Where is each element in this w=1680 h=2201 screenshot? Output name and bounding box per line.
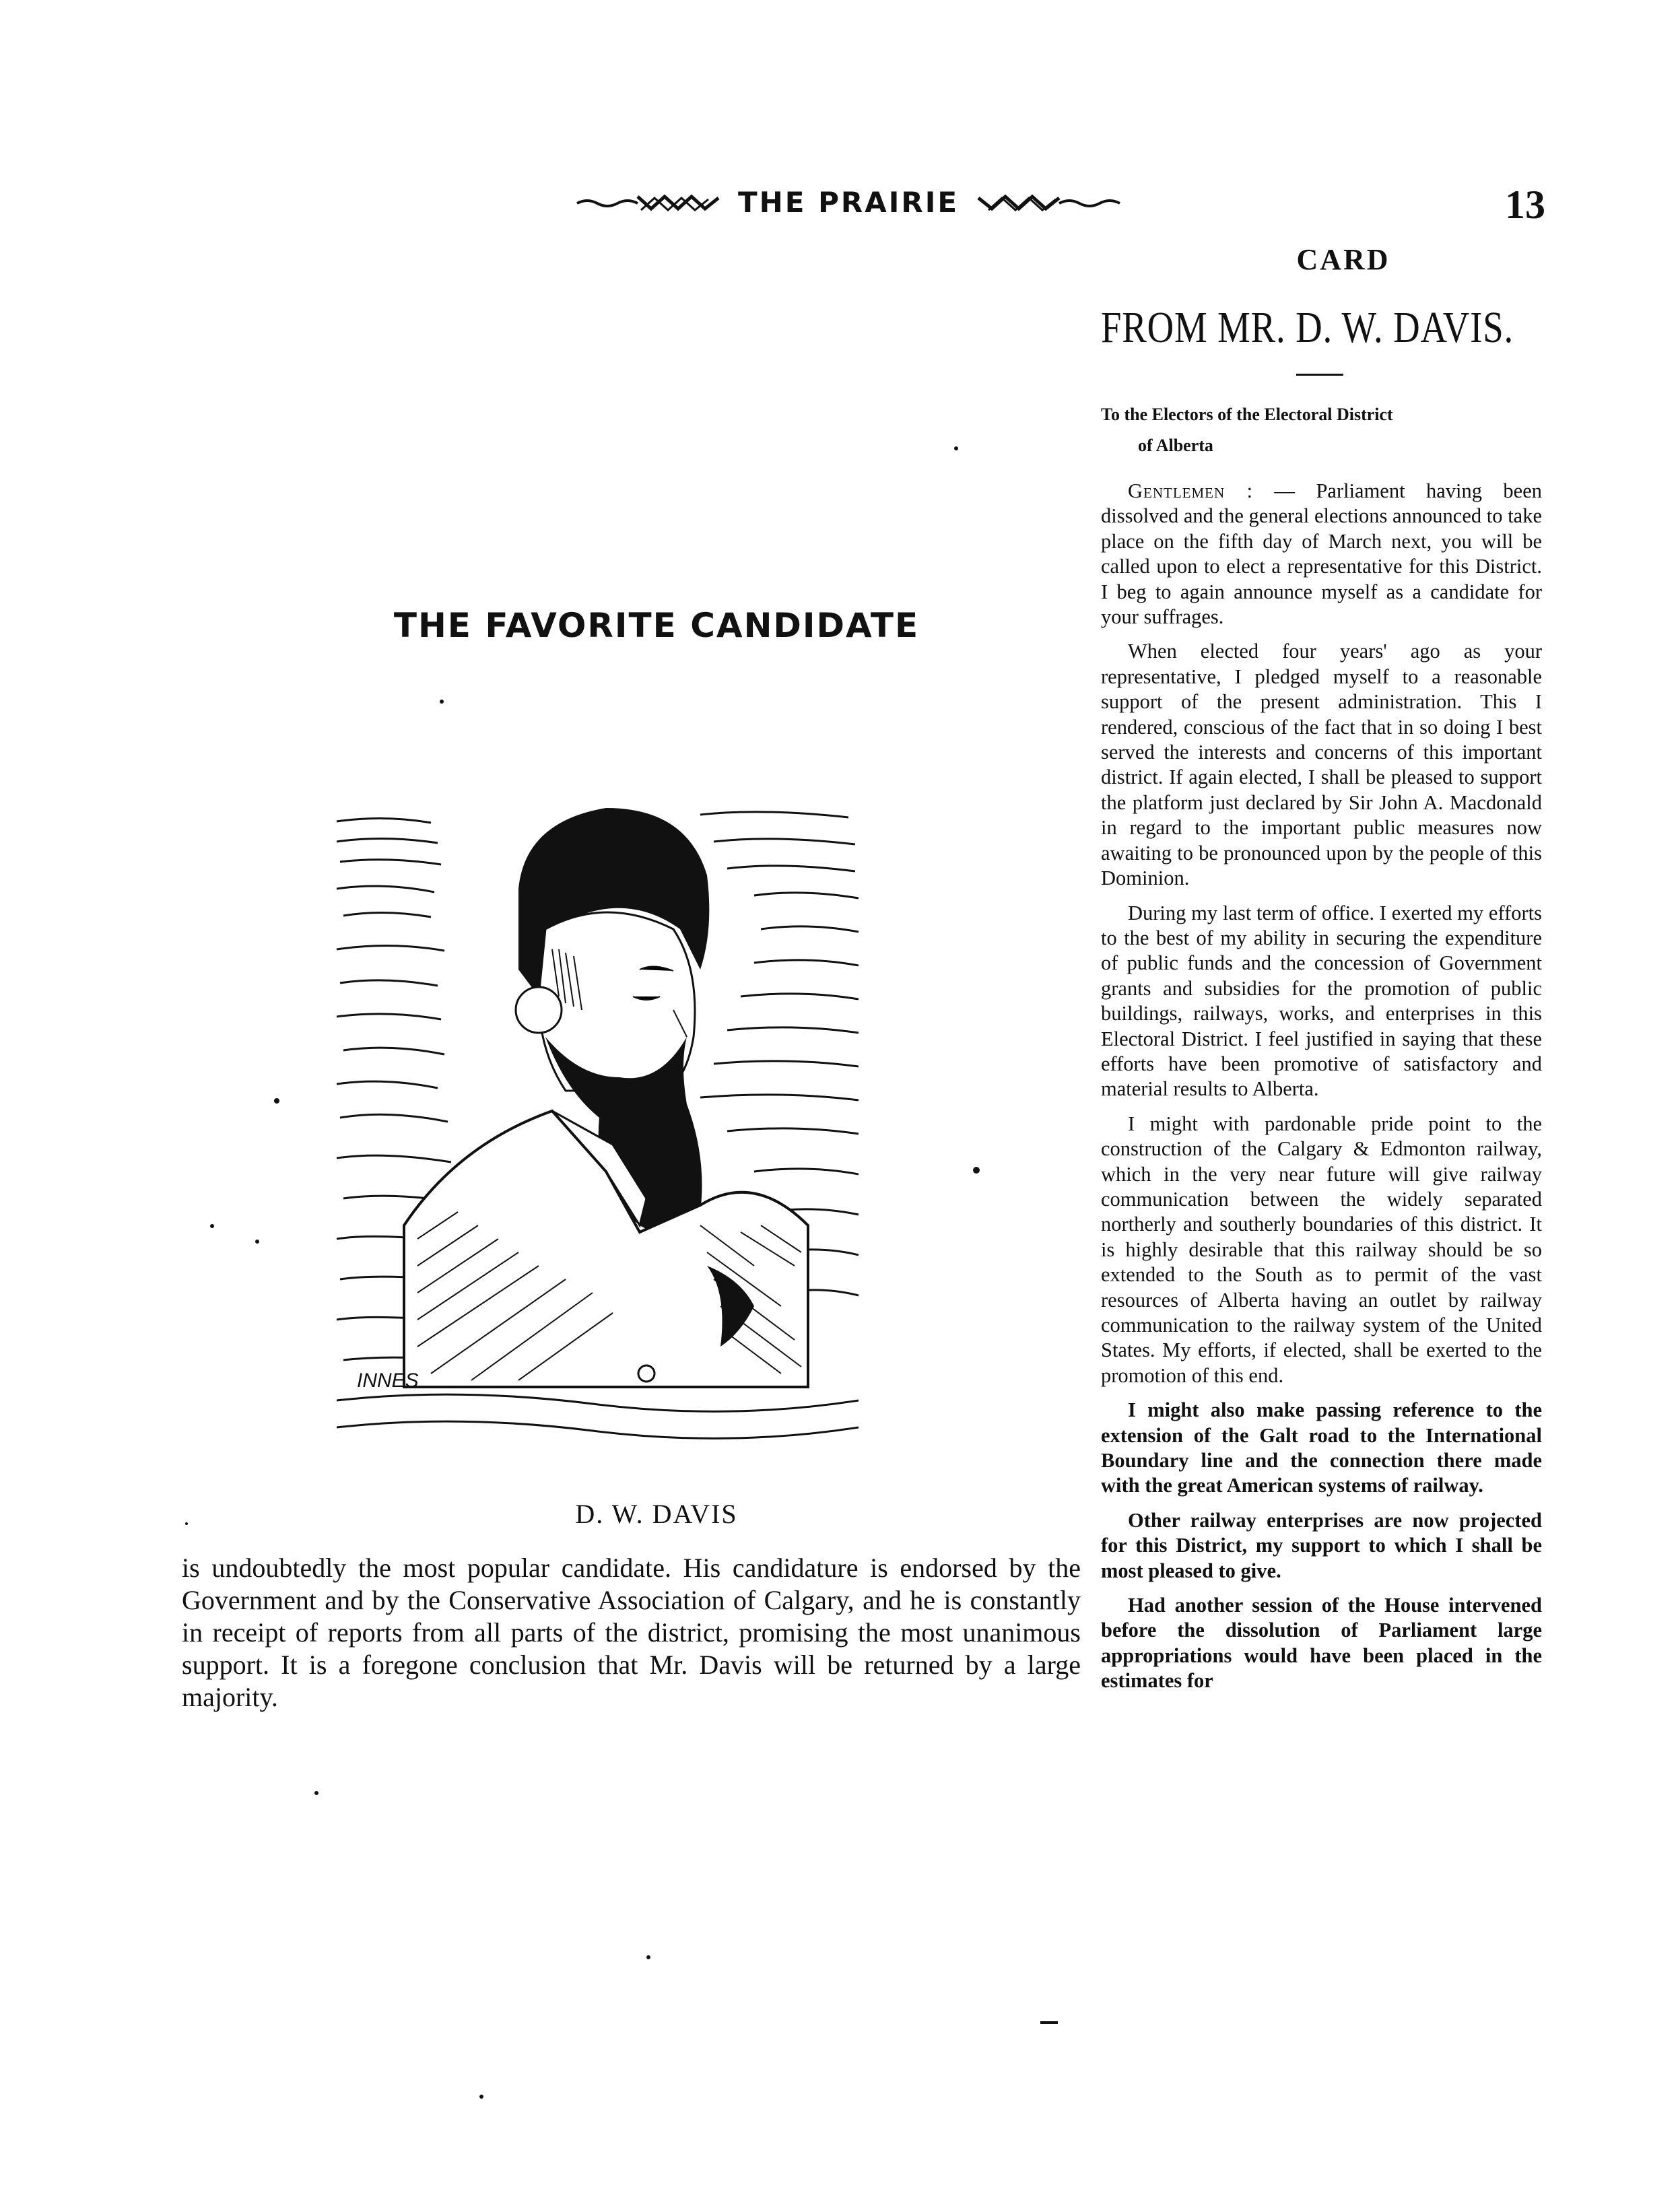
- letter-paragraph: Other railway enterprises are now projected for this District, my support to which I shall be most pleased to give.: [1101, 1508, 1542, 1582]
- portrait-caption: D. W. DAVIS: [575, 1499, 738, 1529]
- salutation: Gentlemen :: [1128, 479, 1254, 502]
- card-subheading: FROM MR. D. W. DAVIS.: [1101, 303, 1514, 352]
- ear: [516, 987, 562, 1033]
- letter-paragraph: I might with pardonable pride point to the construction of the Calgary & Edmonton railway, which in the very near future will give railway communication between the widely separated northerly and southerly boundaries of this district. It is highly desirable that this railway should be so extended to the South as to permit of the vast resources of Alberta having an outlet by railway communication to the railway system of the United States. My efforts, if elected, shall be exerted to the promotion of this end.: [1101, 1112, 1542, 1387]
- card-column: [1101, 242, 1542, 1703]
- letter-paragraph: During my last term of office. I exerted my efforts to the best of my ability in securing the expenditure of public funds and the concession of Government grants and subsidies for the promotion of public buildings, railways, works, and enterprises in this Electoral District. I feel justified in saying that these efforts have been promotive of satisfactory and material results to Alberta.: [1101, 901, 1542, 1101]
- divider-rule: [1296, 374, 1343, 376]
- scan-speck: [479, 2095, 483, 2099]
- left-ornament-icon: [574, 189, 722, 215]
- right-ornament-icon: [975, 189, 1123, 215]
- letter-paragraph: Gentlemen : — Parliament having been dissolved and the general elections announced to take place on the fifth day of March next, you will be called upon to elect a representative for this District. I beg to again announce myself as a candidate for your suffrages.: [1101, 479, 1543, 629]
- portrait-illustration: [323, 794, 875, 1454]
- letter-paragraph: When elected four years' ago as your representative, I pledged myself to a reasonable support of the present administration. This I rendered, conscious of the fact that in so doing I best served the interests and concerns of this important district. If again elected, I shall be pleased to support the platform just declared by Sir John A. Macdonald in regard to the important public measures now awaiting to be pronounced upon by the people of this Dominion.: [1101, 640, 1542, 890]
- running-header: [552, 182, 1145, 222]
- artist-signature: INNES: [357, 1369, 419, 1392]
- letter-paragraph: Had another session of the House intervened before the dissolution of Parliament large appropriations would have been placed in the estimates for: [1101, 1594, 1542, 1693]
- scan-speck: [185, 1522, 188, 1525]
- scan-speck: [440, 700, 444, 704]
- card-heading: CARD: [1296, 243, 1390, 276]
- address-line: of Alberta: [1138, 436, 1213, 455]
- scan-speck: [314, 1791, 318, 1795]
- running-title: THE PRAIRIE: [737, 185, 960, 219]
- scan-speck: [1040, 2021, 1058, 2024]
- card-address: [1101, 399, 1542, 461]
- feature-title: THE FAVORITE CANDIDATE: [393, 606, 920, 645]
- letter-paragraph: I might also make passing reference to the extension of the Galt road to the International Boundary line and the connection there made with the great American systems of railway.: [1101, 1398, 1542, 1497]
- scan-speck: [954, 446, 958, 450]
- letter-body: [1101, 479, 1542, 1694]
- scan-speck: [255, 1240, 259, 1244]
- feature-body: is undoubtedly the most popular candidate. His candidature is endorsed by the Government and by the Conservative Association of Calgary, and he is constantly in receipt of reports from all parts of the district, promising the most unanimous support. It is a foregone conclusion that Mr. Davis will be returned by a large majority.: [182, 1553, 1081, 1712]
- scan-speck: [646, 1955, 650, 1959]
- scan-speck: [973, 1167, 980, 1174]
- scan-speck: [210, 1224, 214, 1228]
- scan-speck: [274, 1098, 279, 1104]
- address-line: To the Electors of the Electoral District: [1101, 405, 1393, 424]
- page-number: 13: [1505, 182, 1545, 227]
